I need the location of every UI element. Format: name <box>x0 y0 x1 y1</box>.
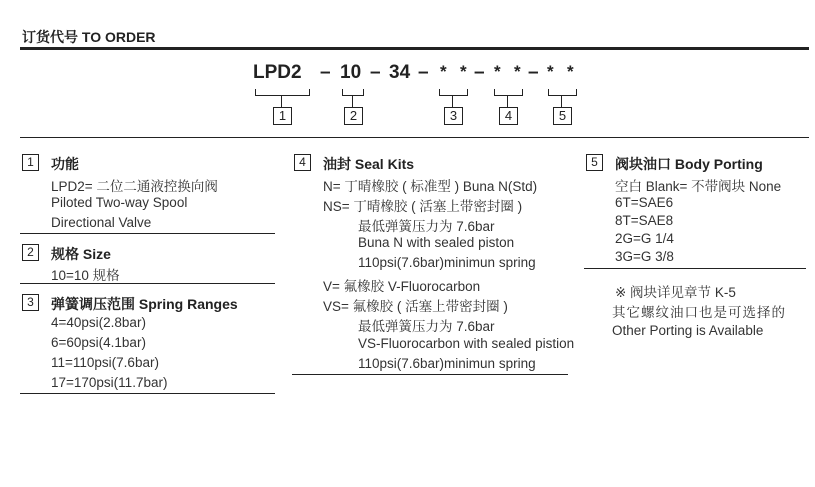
code-bracket <box>548 89 577 96</box>
porting-note: ※ 阀块详见章节 K-5 <box>615 285 736 300</box>
section-underline <box>20 233 275 234</box>
code-bracket <box>342 89 364 96</box>
spring-line: 6=60psi(4.1bar) <box>51 335 146 350</box>
section-underline <box>584 268 806 269</box>
section-underline <box>20 283 275 284</box>
seal-line: VS= 氟橡胶 ( 活塞上带密封圈 ) <box>323 299 508 314</box>
bracket-connector <box>561 96 562 107</box>
spring-line: 11=110psi(7.6bar) <box>51 355 159 370</box>
code-box-4: 4 <box>499 107 518 125</box>
code-box-2: 2 <box>344 107 363 125</box>
code-dash: – <box>370 62 381 83</box>
section-title-size: 规格 Size <box>51 246 111 262</box>
spring-line: 17=170psi(11.7bar) <box>51 375 168 390</box>
section-number-4: 4 <box>294 154 311 171</box>
code-box-3: 3 <box>444 107 463 125</box>
section-title-function: 功能 <box>51 156 79 172</box>
porting-note: 其它螺纹油口也是可选择的 <box>612 305 786 320</box>
section-number-5: 5 <box>586 154 603 171</box>
page-title: 订货代号 TO ORDER <box>22 29 156 45</box>
function-line: Directional Valve <box>51 215 152 230</box>
code-dash: – <box>528 62 539 83</box>
section-number-1: 1 <box>22 154 39 171</box>
code-box-5: 5 <box>553 107 572 125</box>
spring-line: 4=40psi(2.8bar) <box>51 315 146 330</box>
code-bracket <box>494 89 523 96</box>
seal-line: 110psi(7.6bar)minimun spring <box>358 255 536 270</box>
code-placeholder: * <box>440 62 447 81</box>
section-underline <box>292 374 568 375</box>
porting-line: 6T=SAE6 <box>615 195 674 210</box>
code-dash: – <box>418 62 429 83</box>
seal-line: V= 氟橡胶 V-Fluorocarbon <box>323 279 481 294</box>
code-placeholder: * <box>514 62 521 81</box>
seal-line: VS-Fluorocarbon with sealed pistion <box>358 336 575 351</box>
function-line: LPD2= 二位二通液控换向阀 <box>51 179 218 194</box>
bracket-connector <box>452 96 453 107</box>
bracket-connector <box>507 96 508 107</box>
seal-line: Buna N with sealed piston <box>358 235 515 250</box>
section-title-seal: 油封 Seal Kits <box>323 156 415 172</box>
code-placeholder: * <box>567 62 574 81</box>
code-spring: 34 <box>389 62 411 83</box>
code-model: LPD2 <box>253 62 302 83</box>
size-line: 10=10 规格 <box>51 268 120 283</box>
section-title-spring: 弹簧调压范围 Spring Ranges <box>51 296 238 312</box>
section-number-3: 3 <box>22 294 39 311</box>
code-placeholder: * <box>460 62 467 81</box>
seal-line: NS= 丁晴橡胶 ( 活塞上带密封圈 ) <box>323 199 523 214</box>
code-box-1: 1 <box>273 107 292 125</box>
code-placeholder: * <box>494 62 501 81</box>
section-number-2: 2 <box>22 244 39 261</box>
section-underline <box>20 393 275 394</box>
code-placeholder: * <box>547 62 554 81</box>
seal-line: 最低弹簧压力为 7.6bar <box>358 219 495 234</box>
porting-line: 空白 Blank= 不带阀块 None <box>615 179 782 194</box>
code-dash: – <box>474 62 485 83</box>
porting-line: 2G=G 1/4 <box>615 231 674 246</box>
seal-line: 最低弹簧压力为 7.6bar <box>358 319 495 334</box>
porting-line: 3G=G 3/8 <box>615 249 674 264</box>
seal-line: N= 丁晴橡胶 ( 标准型 ) Buna N(Std) <box>323 179 538 194</box>
header-divider <box>20 47 809 50</box>
code-size: 10 <box>340 62 362 83</box>
code-bracket <box>255 89 310 96</box>
porting-line: 8T=SAE8 <box>615 213 674 228</box>
porting-note: Other Porting is Available <box>612 323 764 338</box>
seal-line: 110psi(7.6bar)minimun spring <box>358 356 536 371</box>
bracket-connector <box>281 96 282 107</box>
section-title-porting: 阀块油口 Body Porting <box>615 156 763 172</box>
function-line: Piloted Two-way Spool <box>51 195 188 210</box>
code-dash: – <box>320 62 331 83</box>
code-bracket <box>439 89 468 96</box>
bracket-connector <box>352 96 353 107</box>
section-divider <box>20 137 809 138</box>
